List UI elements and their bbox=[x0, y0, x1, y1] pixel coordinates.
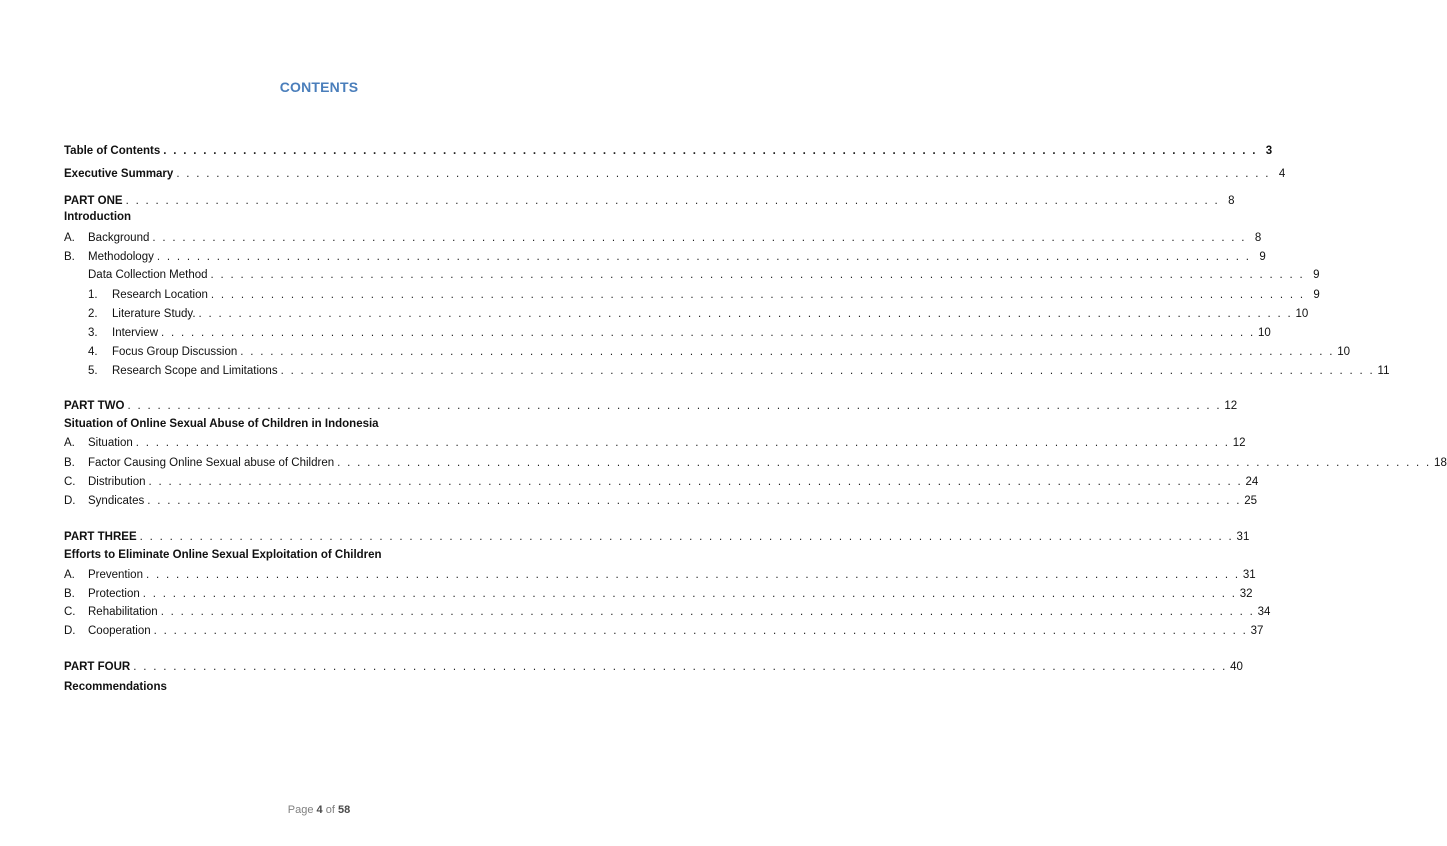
toc-entry-letter: B. bbox=[64, 457, 75, 469]
toc-entry-methodology[interactable] bbox=[64, 250, 1266, 264]
toc-entry-prevention[interactable] bbox=[64, 568, 1256, 582]
toc-entry-research-scope[interactable] bbox=[88, 364, 1390, 378]
toc-entry-focus-group-discussion[interactable] bbox=[88, 345, 1350, 359]
toc-entry-page: 40 bbox=[1230, 661, 1243, 673]
dot-leader: . . . . . . . . . . . . . . . . . . . . . . . . . . . . . . . . . . . . . . . . . . . . . . . . . . . . . . . . . . . . . . . . . . . . . . . . . . . . . . . . . . . . . . . . . . . . . . . . . . . . . . . . . . . . . . bbox=[147, 495, 1242, 507]
toc-entry-page: 10 bbox=[1337, 346, 1350, 358]
toc-entry-part-two[interactable] bbox=[64, 399, 1238, 413]
dot-leader: . . . . . . . . . . . . . . . . . . . . . . . . . . . . . . . . . . . . . . . . . . . . . . . . . . . . . . . . . . . . . . . . . . . . . . . . . . . . . . . . . . . . . . . . . . . . . . . . . . . . . . . . . . . . . . bbox=[240, 346, 1335, 358]
toc-entry-label: Data Collection Method bbox=[88, 269, 208, 281]
toc-entry-page: 10 bbox=[1295, 308, 1309, 320]
dot-leader: . . . . . . . . . . . . . . . . . . . . . . . . . . . . . . . . . . . . . . . . . . . . . . . . . . . . . . . . . . . . . . . . . . . . . . . . . . . . . . . . . . . . . . . . . . . . . . . . . . . . . . . . . . . . . . bbox=[127, 400, 1222, 412]
toc-entry-label: Cooperation bbox=[88, 625, 151, 637]
dot-leader: . . . . . . . . . . . . . . . . . . . . . . . . . . . . . . . . . . . . . . . . . . . . . . . . . . . . . . . . . . . . . . . . . . . . . . . . . . . . . . . . . . . . . . . . . . . . . . . . . . . . . . . . . . . . . . bbox=[337, 457, 1432, 469]
toc-entry-label: Executive Summary bbox=[64, 168, 174, 180]
toc-entry-label: PART TWO bbox=[64, 400, 125, 412]
toc-entry-number: 2. bbox=[88, 308, 98, 320]
toc-entry-number: 3. bbox=[88, 327, 98, 339]
page-footer bbox=[0, 804, 638, 816]
toc-entry-literature-study[interactable] bbox=[88, 307, 1309, 321]
toc-entry-label: Literature Study. bbox=[112, 308, 196, 320]
toc-entry-page: 12 bbox=[1224, 400, 1238, 412]
toc-entry-research-location[interactable] bbox=[88, 288, 1320, 302]
toc-entry-page: 11 bbox=[1377, 365, 1390, 377]
dot-leader: . . . . . . . . . . . . . . . . . . . . . . . . . . . . . . . . . . . . . . . . . . . . . . . . . . . . . . . . . . . . . . . . . . . . . . . . . . . . . . . . . . . . . . . . . . . . . . . . . . . . . . . . . . . . . . bbox=[161, 327, 1255, 339]
toc-entry-label: Background bbox=[88, 232, 150, 244]
toc-entry-page: 25 bbox=[1244, 495, 1257, 507]
toc-entry-letter: A. bbox=[64, 232, 75, 244]
toc-entry-page: 32 bbox=[1239, 588, 1253, 600]
footer-current-page: 4 bbox=[316, 804, 323, 816]
dot-leader: . . . . . . . . . . . . . . . . . . . . . . . . . . . . . . . . . . . . . . . . . . . . . . . . . . . . . . . . . . . . . . . . . . . . . . . . . . . . . . . . . . . . . . . . . . . . . . . . . . . . . . . . . . . . . . bbox=[148, 476, 1243, 488]
toc-entry-letter: D. bbox=[64, 495, 76, 507]
part-one-subtitle: Introduction bbox=[64, 211, 132, 223]
toc-entry-label: Distribution bbox=[88, 476, 146, 488]
dot-leader: . . . . . . . . . . . . . . . . . . . . . . . . . . . . . . . . . . . . . . . . . . . . . . . . . . . . . . . . . . . . . . . . . . . . . . . . . . . . . . . . . . . . . . . . . . . . . . . . . . . . . . . . . . . . . . bbox=[152, 232, 1247, 244]
toc-entry-page: 34 bbox=[1257, 606, 1271, 618]
toc-entry-page: 4 bbox=[1278, 168, 1286, 180]
toc-entry-page: 9 bbox=[1313, 289, 1320, 301]
toc-entry-label: Factor Causing Online Sexual abuse of Children bbox=[88, 457, 335, 469]
dot-leader: . . . . . . . . . . . . . . . . . . . . . . . . . . . . . . . . . . . . . . . . . . . . . . . . . . . . . . . . . . . . . . . . . . . . . . . . . . . . . . . . . . . . . . . . . . . . . . . . . . . . . . . . . . . . . . bbox=[135, 437, 1230, 449]
toc-entry-page: 3 bbox=[1265, 145, 1273, 157]
toc-entry-letter: A. bbox=[64, 437, 75, 449]
toc-entry-interview[interactable] bbox=[88, 326, 1271, 340]
toc-entry-page: 24 bbox=[1245, 476, 1259, 488]
toc-entry-label: Prevention bbox=[88, 569, 143, 581]
toc-entry-letter: D. bbox=[64, 625, 76, 637]
toc-entry-page: 37 bbox=[1250, 625, 1264, 637]
toc-entry-letter: C. bbox=[64, 476, 76, 488]
toc-entry-syndicates[interactable] bbox=[64, 494, 1257, 508]
dot-leader: . . . . . . . . . . . . . . . . . . . . . . . . . . . . . . . . . . . . . . . . . . . . . . . . . . . . . . . . . . . . . . . . . . . . . . . . . . . . . . . . . . . . . . . . . . . . . . . . . . . . . . . . . . . . . . bbox=[139, 531, 1234, 543]
dot-leader: . . . . . . . . . . . . . . . . . . . . . . . . . . . . . . . . . . . . . . . . . . . . . . . . . . . . . . . . . . . . . . . . . . . . . . . . . . . . . . . . . . . . . . . . . . . . . . . . . . . . . . . . . . . . . . bbox=[133, 661, 1228, 673]
toc-entry-label: Research Location bbox=[112, 289, 208, 301]
toc-entry-executive-summary[interactable] bbox=[64, 167, 1286, 181]
toc-entry-number: 4. bbox=[88, 346, 98, 358]
toc-entry-page: 10 bbox=[1257, 327, 1271, 339]
footer-of: of bbox=[325, 804, 335, 816]
toc-entry-cooperation[interactable] bbox=[64, 624, 1264, 638]
toc-entry-part-three[interactable] bbox=[64, 530, 1250, 544]
dot-leader: . . . . . . . . . . . . . . . . . . . . . . . . . . . . . . . . . . . . . . . . . . . . . . . . . . . . . . . . . . . . . . . . . . . . . . . . . . . . . . . . . . . . . . . . . . . . . . . . . . . . . . . . . . . . . . bbox=[163, 145, 1258, 157]
toc-entry-letter: A. bbox=[64, 569, 75, 581]
contents-heading: CONTENTS bbox=[279, 79, 359, 95]
toc-entry-label: Methodology bbox=[88, 251, 154, 263]
toc-entry-page: 9 bbox=[1313, 269, 1320, 281]
toc-entry-number: 5. bbox=[88, 365, 98, 377]
toc-entry-label: PART FOUR bbox=[64, 661, 131, 673]
toc-entry-label: Situation bbox=[88, 437, 133, 449]
toc-entry-distribution[interactable] bbox=[64, 475, 1259, 489]
toc-entry-factor-causing[interactable] bbox=[64, 456, 1447, 470]
toc-entry-protection[interactable] bbox=[64, 587, 1253, 601]
dot-leader: . . . . . . . . . . . . . . . . . . . . . . . . . . . . . . . . . . . . . . . . . . . . . . . . . . . . . . . . . . . . . . . . . . . . . . . . . . . . . . . . . . . . . . . . . . . . . . . . . . . . . . . . . . . . . . bbox=[156, 251, 1251, 263]
toc-entry-page: 9 bbox=[1259, 251, 1266, 263]
dot-leader: . . . . . . . . . . . . . . . . . . . . . . . . . . . . . . . . . . . . . . . . . . . . . . . . . . . . . . . . . . . . . . . . . . . . . . . . . . . . . . . . . . . . . . . . . . . . . . . . . . . . . . . . . . . . . . bbox=[153, 625, 1248, 637]
toc-entry-page: 31 bbox=[1242, 569, 1256, 581]
toc-entry-page: 12 bbox=[1232, 437, 1246, 449]
toc-entry-page: 31 bbox=[1236, 531, 1250, 543]
dot-leader: . . . . . . . . . . . . . . . . . . . . . . . . . . . . . . . . . . . . . . . . . . . . . . . . . . . . . . . . . . . . . . . . . . . . . . . . . . . . . . . . . . . . . . . . . . . . . . . . . . . . . . . . . . . . . . bbox=[210, 269, 1305, 281]
toc-entry-letter: B. bbox=[64, 588, 75, 600]
toc-entry-data-collection-method[interactable] bbox=[88, 268, 1320, 282]
part-four-subtitle: Recommendations bbox=[64, 681, 167, 693]
part-two-subtitle: Situation of Online Sexual Abuse of Children in Indonesia bbox=[64, 418, 379, 430]
toc-entry-label: PART ONE bbox=[64, 195, 123, 207]
toc-entry-letter: B. bbox=[64, 251, 75, 263]
toc-entry-situation[interactable] bbox=[64, 436, 1246, 450]
footer-total-pages: 58 bbox=[337, 804, 351, 816]
toc-entry-label: Protection bbox=[88, 588, 140, 600]
toc-entry-page: 8 bbox=[1254, 232, 1262, 244]
toc-entry-label: Research Scope and Limitations bbox=[112, 365, 278, 377]
dot-leader: . . . . . . . . . . . . . . . . . . . . . . . . . . . . . . . . . . . . . . . . . . . . . . . . . . . . . . . . . . . . . . . . . . . . . . . . . . . . . . . . . . . . . . . . . . . . . . . . . . . . . . . . . . . . . . bbox=[210, 289, 1305, 301]
toc-entry-label: Syndicates bbox=[88, 495, 145, 507]
toc-entry-label: Table of Contents bbox=[64, 145, 161, 157]
dot-leader: . . . . . . . . . . . . . . . . . . . . . . . . . . . . . . . . . . . . . . . . . . . . . . . . . . . . . . . . . . . . . . . . . . . . . . . . . . . . . . . . . . . . . . . . . . . . . . . . . . . . . . . . . . . . . . bbox=[160, 606, 1255, 618]
toc-entry-letter: C. bbox=[64, 606, 76, 618]
toc-entry-label: Interview bbox=[112, 327, 159, 339]
toc-entry-label: Rehabilitation bbox=[88, 606, 158, 618]
toc-entry-background[interactable] bbox=[64, 231, 1262, 245]
toc-entry-part-one[interactable] bbox=[64, 194, 1235, 208]
toc-entry-number: 1. bbox=[88, 289, 98, 301]
dot-leader: . . . . . . . . . . . . . . . . . . . . . . . . . . . . . . . . . . . . . . . . . . . . . . . . . . . . . . . . . . . . . . . . . . . . . . . . . . . . . . . . . . . . . . . . . . . . . . . . . . . . . . . . . . . . . . bbox=[142, 588, 1237, 600]
toc-entry-label: Focus Group Discussion bbox=[112, 346, 238, 358]
footer-page-prefix: Page bbox=[287, 804, 314, 816]
toc-entry-part-four[interactable] bbox=[64, 660, 1243, 674]
dot-leader: . . . . . . . . . . . . . . . . . . . . . . . . . . . . . . . . . . . . . . . . . . . . . . . . . . . . . . . . . . . . . . . . . . . . . . . . . . . . . . . . . . . . . . . . . . . . . . . . . . . . . . . . . . . . . . bbox=[198, 308, 1293, 320]
toc-entry-table-of-contents[interactable] bbox=[64, 144, 1273, 158]
dot-leader: . . . . . . . . . . . . . . . . . . . . . . . . . . . . . . . . . . . . . . . . . . . . . . . . . . . . . . . . . . . . . . . . . . . . . . . . . . . . . . . . . . . . . . . . . . . . . . . . . . . . . . . . . . . . . . bbox=[176, 168, 1271, 180]
toc-entry-rehabilitation[interactable] bbox=[64, 605, 1271, 619]
toc-entry-label: PART THREE bbox=[64, 531, 137, 543]
dot-leader: . . . . . . . . . . . . . . . . . . . . . . . . . . . . . . . . . . . . . . . . . . . . . . . . . . . . . . . . . . . . . . . . . . . . . . . . . . . . . . . . . . . . . . . . . . . . . . . . . . . . . . . . . . . . . . bbox=[145, 569, 1240, 581]
dot-leader: . . . . . . . . . . . . . . . . . . . . . . . . . . . . . . . . . . . . . . . . . . . . . . . . . . . . . . . . . . . . . . . . . . . . . . . . . . . . . . . . . . . . . . . . . . . . . . . . . . . . . . . . . . . . . . bbox=[125, 195, 1220, 207]
toc-entry-page: 18 bbox=[1434, 457, 1447, 469]
dot-leader: . . . . . . . . . . . . . . . . . . . . . . . . . . . . . . . . . . . . . . . . . . . . . . . . . . . . . . . . . . . . . . . . . . . . . . . . . . . . . . . . . . . . . . . . . . . . . . . . . . . . . . . . . . . . . . bbox=[280, 365, 1375, 377]
part-three-subtitle: Efforts to Eliminate Online Sexual Exploitation of Children bbox=[64, 549, 382, 561]
toc-entry-page: 8 bbox=[1228, 195, 1235, 207]
